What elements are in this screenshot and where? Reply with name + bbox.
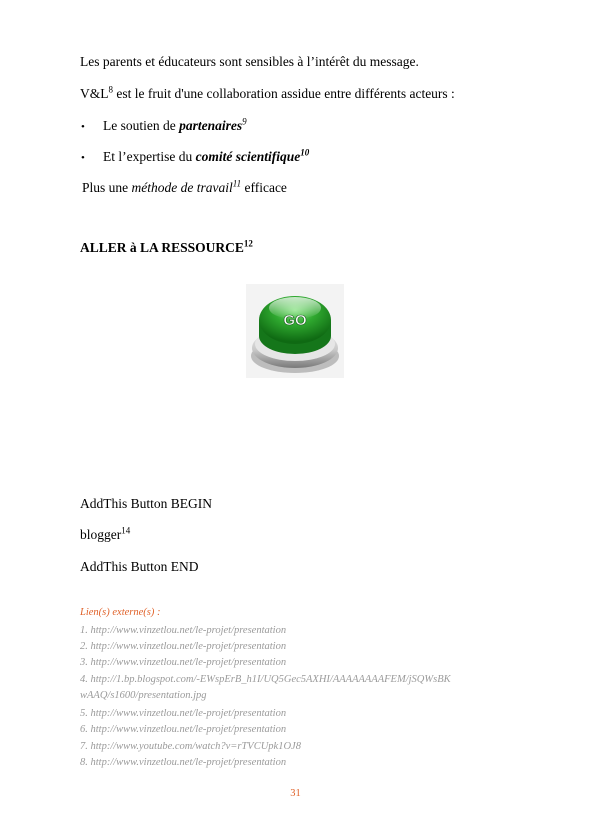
external-link-4[interactable]: 4. http://1.bp.blogspot.com/-EWspErB_h1I/UQ5Gec5AXHI/AAAAAAAAFEM/jSQWsBK — [80, 674, 451, 685]
addthis-end — [80, 559, 199, 575]
bullet-2-marker: • — [81, 152, 85, 164]
partenaires-link[interactable]: partenaires — [179, 118, 243, 133]
resource-heading-text: ALLER à LA RESSOURCE — [80, 240, 244, 255]
footnote-ref-14[interactable]: 14 — [121, 525, 131, 536]
vl-rest-text: est le fruit d'une collaboration assidue entre différents acteurs : — [113, 86, 455, 101]
go-button[interactable] — [246, 284, 344, 378]
bullet-1-marker: • — [81, 121, 85, 133]
methode-rest-text: efficace — [241, 180, 287, 195]
external-link-8[interactable]: 8. http://www.vinzetlou.net/le-projet/presentation — [80, 757, 287, 768]
external-link-3[interactable]: 3. http://www.vinzetlou.net/le-projet/presentation — [80, 657, 287, 668]
external-link-4-continued[interactable]: wAAQ/s1600/presentation.jpg — [80, 690, 207, 701]
footnote-ref-10[interactable]: 10 — [300, 147, 310, 158]
methode-text: Plus une — [82, 180, 132, 195]
paragraph-vl — [80, 86, 455, 102]
footnote-ref-9[interactable]: 9 — [242, 116, 247, 127]
paragraph-parents — [80, 54, 419, 70]
addthis-begin — [80, 496, 212, 512]
go-label: GO — [283, 312, 307, 329]
blogger-line — [80, 527, 130, 543]
paragraph-methode — [82, 180, 287, 196]
footnote-ref-11[interactable]: 11 — [232, 178, 242, 189]
bullet-1-text: Le soutien de — [103, 118, 180, 133]
external-link-5[interactable]: 5. http://www.vinzetlou.net/le-projet/presentation — [80, 708, 287, 719]
vl-text: V&L — [80, 86, 109, 101]
addthis-end-text: AddThis Button END — [80, 559, 199, 574]
comite-scientifique-link[interactable]: comité scientifique — [195, 149, 301, 164]
external-link-6[interactable]: 6. http://www.vinzetlou.net/le-projet/presentation — [80, 724, 287, 735]
bullet-item-partenaires — [103, 118, 247, 134]
footnote-ref-12[interactable]: 12 — [243, 238, 253, 249]
external-link-2[interactable]: 2. http://www.vinzetlou.net/le-projet/presentation — [80, 641, 287, 652]
blogger-link[interactable]: blogger — [80, 527, 122, 542]
external-link-1[interactable]: 1. http://www.vinzetlou.net/le-projet/presentation — [80, 625, 287, 636]
bullet-item-comite — [103, 149, 309, 165]
external-links-title: Lien(s) externe(s) : — [80, 607, 161, 618]
resource-heading[interactable] — [80, 240, 253, 256]
addthis-begin-text: AddThis Button BEGIN — [80, 496, 213, 511]
paragraph-parents-text: Les parents et éducateurs sont sensibles à l’intérêt du message. — [80, 54, 419, 69]
go-button-graphic — [246, 284, 344, 378]
external-link-7[interactable]: 7. http://www.youtube.com/watch?v=rTVCUpk1OJ8 — [80, 741, 301, 752]
bullet-2-text: Et l’expertise du — [103, 149, 196, 164]
methode-link[interactable]: méthode de travail — [131, 180, 233, 195]
footnote-ref-8[interactable]: 8 — [108, 84, 113, 95]
page-number: 31 — [290, 788, 301, 799]
